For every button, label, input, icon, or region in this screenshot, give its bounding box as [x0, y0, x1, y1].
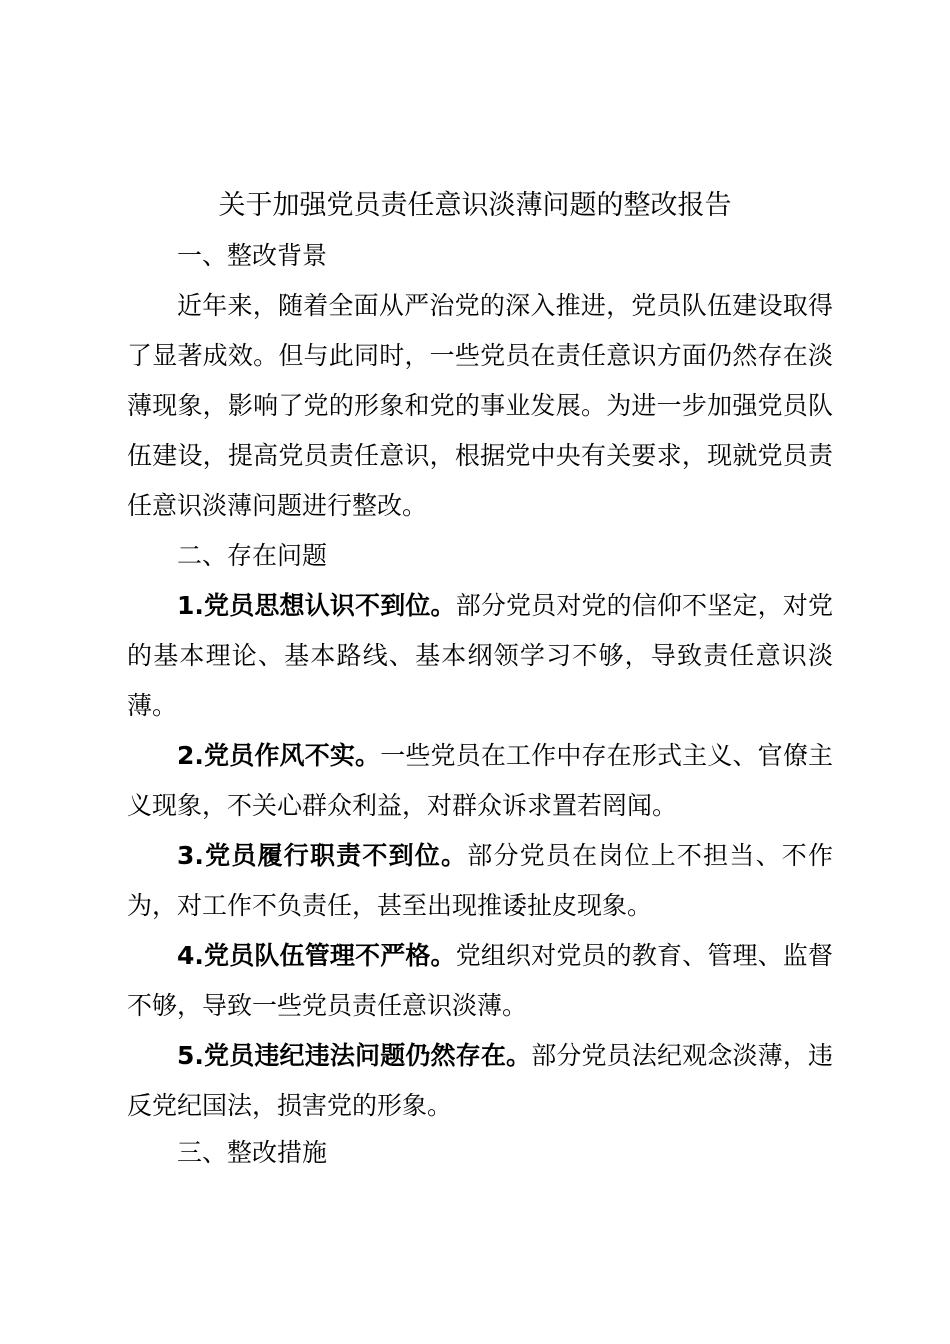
document-title: 关于加强党员责任意识淡薄问题的整改报告 — [218, 190, 732, 221]
section-heading-problems: 二、存在问题 — [177, 541, 328, 570]
section-heading-measures: 三、整改措施 — [177, 1138, 328, 1167]
problem-item-5-text: 部分党员法纪观念淡薄，违反党纪国法，损害党的形象。 — [127, 1041, 833, 1120]
problem-item-3-text: 部分党员在岗位上不担当、不作为，对工作不负责任，甚至出现推诿扯皮现象。 — [127, 841, 833, 920]
background-paragraph: 近年来，随着全面从严治党的深入推进，党员队伍建设取得了显著成效。但与此同时，一些党员在责任意识方面仍然存在淡薄现象，影响了党的形象和党的事业发展。为进一步加强党员队伍建设，提高党员责任意识，根据党中央有关要求，现就党员责任意识淡薄问题进行整改。 — [127, 291, 833, 520]
problem-item-4-lead: 4.党员队伍管理不严格。 — [177, 941, 456, 970]
problem-item-3 — [127, 831, 833, 931]
problem-item-4 — [127, 931, 833, 1031]
problem-item-2 — [127, 731, 833, 831]
problem-item-2-lead: 2.党员作风不实。 — [177, 741, 381, 770]
problem-item-1-text: 部分党员对党的信仰不坚定，对党的基本理论、基本路线、基本纲领学习不够，导致责任意识淡薄。 — [127, 591, 833, 720]
problem-item-1-lead: 1.党员思想认识不到位。 — [177, 591, 456, 620]
section-heading-background: 一、整改背景 — [177, 241, 328, 270]
problem-item-5 — [127, 1031, 833, 1131]
problem-item-4-text: 党组织对党员的教育、管理、监督不够，导致一些党员责任意识淡薄。 — [127, 941, 833, 1020]
problem-item-5-lead: 5.党员违纪违法问题仍然存在。 — [177, 1041, 532, 1070]
problem-item-1 — [127, 581, 833, 731]
problem-item-3-lead: 3.党员履行职责不到位。 — [177, 841, 468, 870]
problem-item-2-text: 一些党员在工作中存在形式主义、官僚主义现象，不关心群众利益，对群众诉求置若罔闻。 — [127, 741, 833, 820]
